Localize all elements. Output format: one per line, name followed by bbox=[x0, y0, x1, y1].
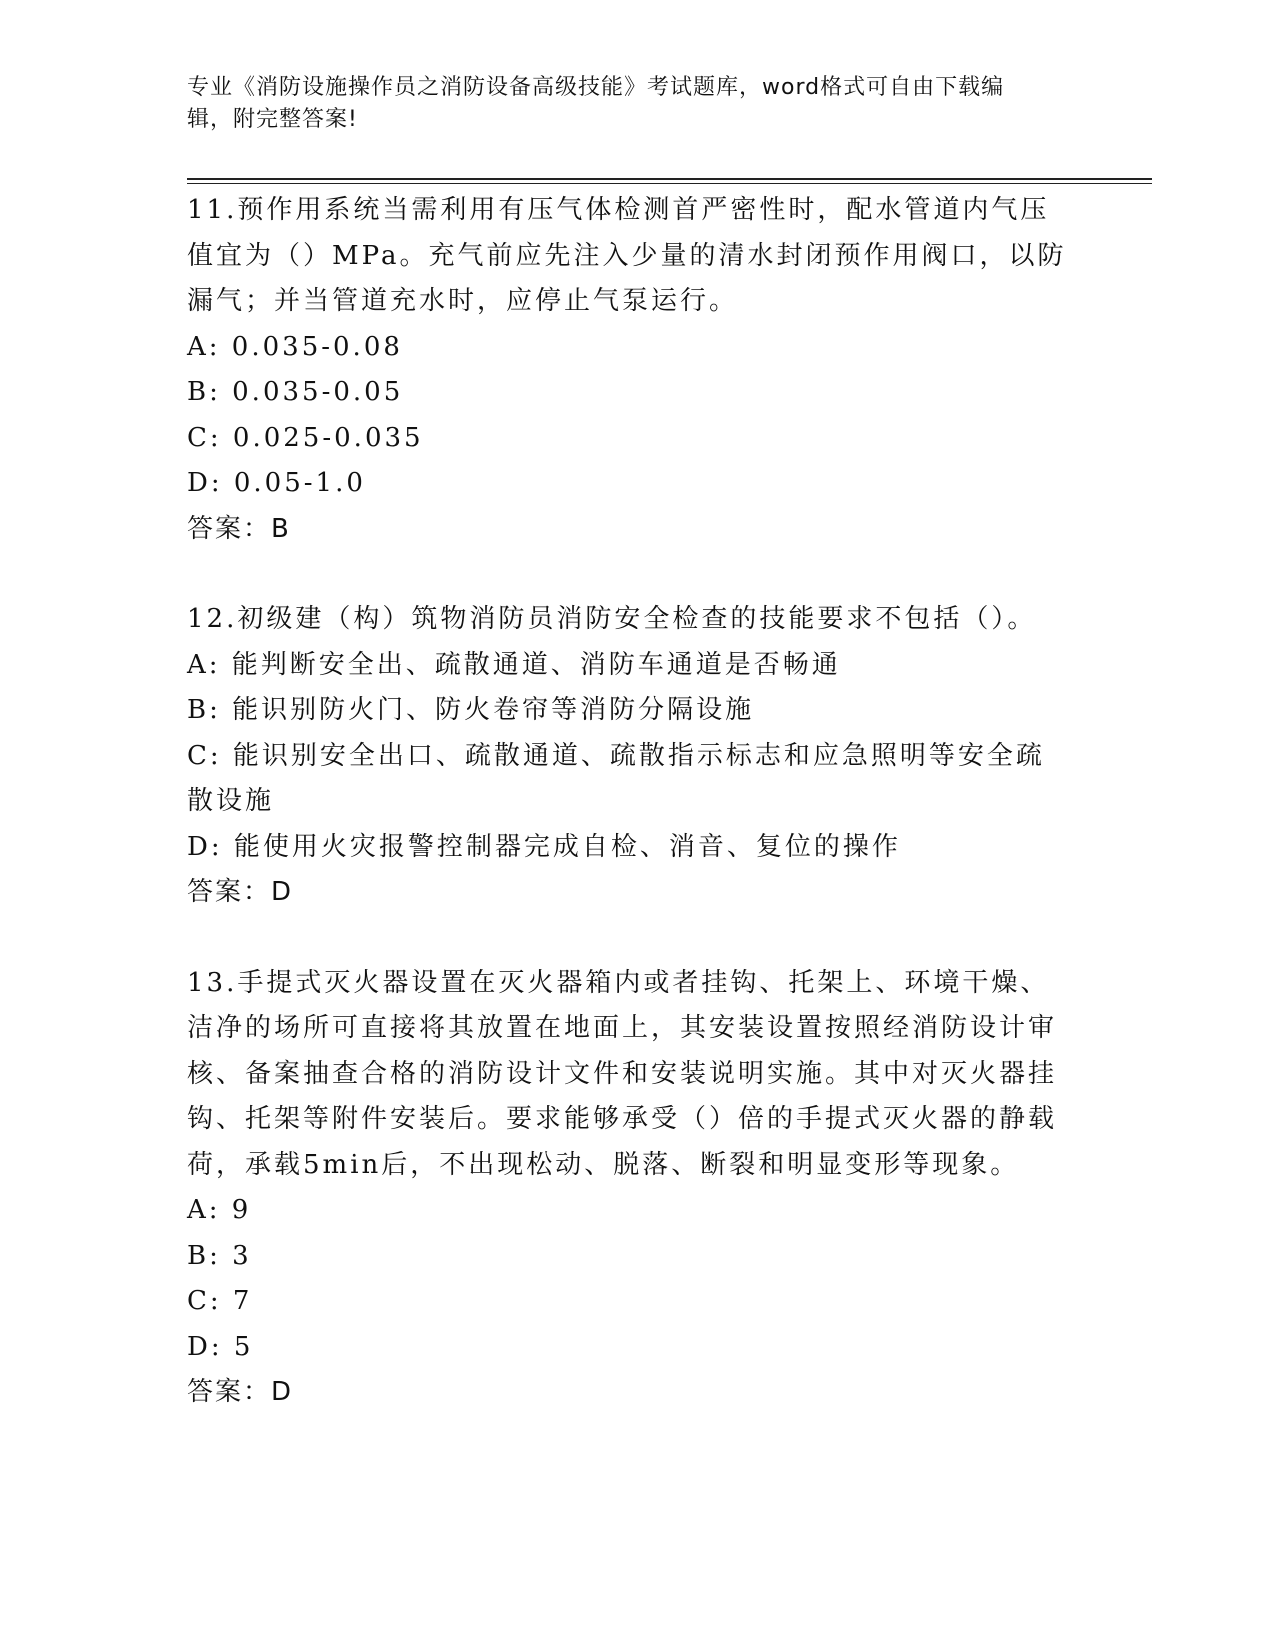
option-b: B: 能识别防火门、防火卷帘等消防分隔设施 bbox=[187, 695, 755, 725]
question-13 bbox=[187, 961, 1067, 1416]
answer-line bbox=[187, 507, 1067, 553]
header-divider-thick bbox=[187, 178, 1152, 180]
answer-label: 答案： bbox=[187, 513, 272, 544]
option-b: B: 3 bbox=[187, 1240, 252, 1271]
question-stem: 12.初级建（构）筑物消防员消防安全检查的技能要求不包括（）。 bbox=[187, 604, 1037, 634]
header-line-1: 专业《消防设施操作员之消防设备高级技能》考试题库，word格式可自由下载编 bbox=[187, 75, 1005, 100]
question-11 bbox=[187, 188, 1067, 552]
answer-value: D bbox=[271, 877, 292, 907]
option-d: D: 能使用火灾报警控制器完成自检、消音、复位的操作 bbox=[187, 831, 901, 862]
answer-value: D bbox=[271, 1377, 292, 1407]
option-a: A: 能判断安全出、疏散通道、消防车通道是否畅通 bbox=[187, 649, 841, 680]
answer-value: B bbox=[271, 513, 289, 544]
document-header bbox=[187, 72, 1067, 136]
option-c: C: 0.025-0.035 bbox=[187, 422, 424, 453]
question-list bbox=[187, 188, 1067, 1416]
option-b: B: 0.035-0.05 bbox=[187, 377, 404, 407]
answer-line bbox=[187, 1370, 1067, 1416]
option-d: D: 5 bbox=[187, 1331, 254, 1362]
option-a: A: 0.035-0.08 bbox=[187, 331, 403, 362]
question-stem: 11.预作用系统当需利用有压气体检测首严密性时，配水管道内气压值宜为（）MPa。充气前应先注入少量的清水封闭预作用阀口，以防漏气；并当管道充水时，应停止气泵运行。 bbox=[187, 195, 1067, 316]
option-c: C: 能识别安全出口、疏散通道、疏散指示标志和应急照明等安全疏散设施 bbox=[187, 740, 1045, 816]
header-divider-thin bbox=[187, 183, 1152, 184]
option-d: D: 0.05-1.0 bbox=[187, 468, 366, 498]
answer-line bbox=[187, 870, 1067, 916]
header-line-2: 辑，附完整答案! bbox=[187, 107, 358, 132]
question-stem: 13.手提式灭火器设置在灭火器箱内或者挂钩、托架上、环境干燥、洁净的场所可直接将其放置在地面上，其安装设置按照经消防设计审核、备案抽查合格的消防设计文件和安装说明实施。其中对灭火器挂钩、托架等附件安装后。要求能够承受（）倍的手提式灭火器的静载荷，承载5min后，不出现松动、脱落、断裂和明显变形等现象。 bbox=[187, 967, 1058, 1180]
option-a: A: 9 bbox=[187, 1195, 252, 1225]
answer-label: 答案： bbox=[187, 1377, 272, 1407]
option-c: C: 7 bbox=[187, 1286, 253, 1316]
question-12 bbox=[187, 597, 1067, 916]
answer-label: 答案： bbox=[187, 877, 272, 907]
